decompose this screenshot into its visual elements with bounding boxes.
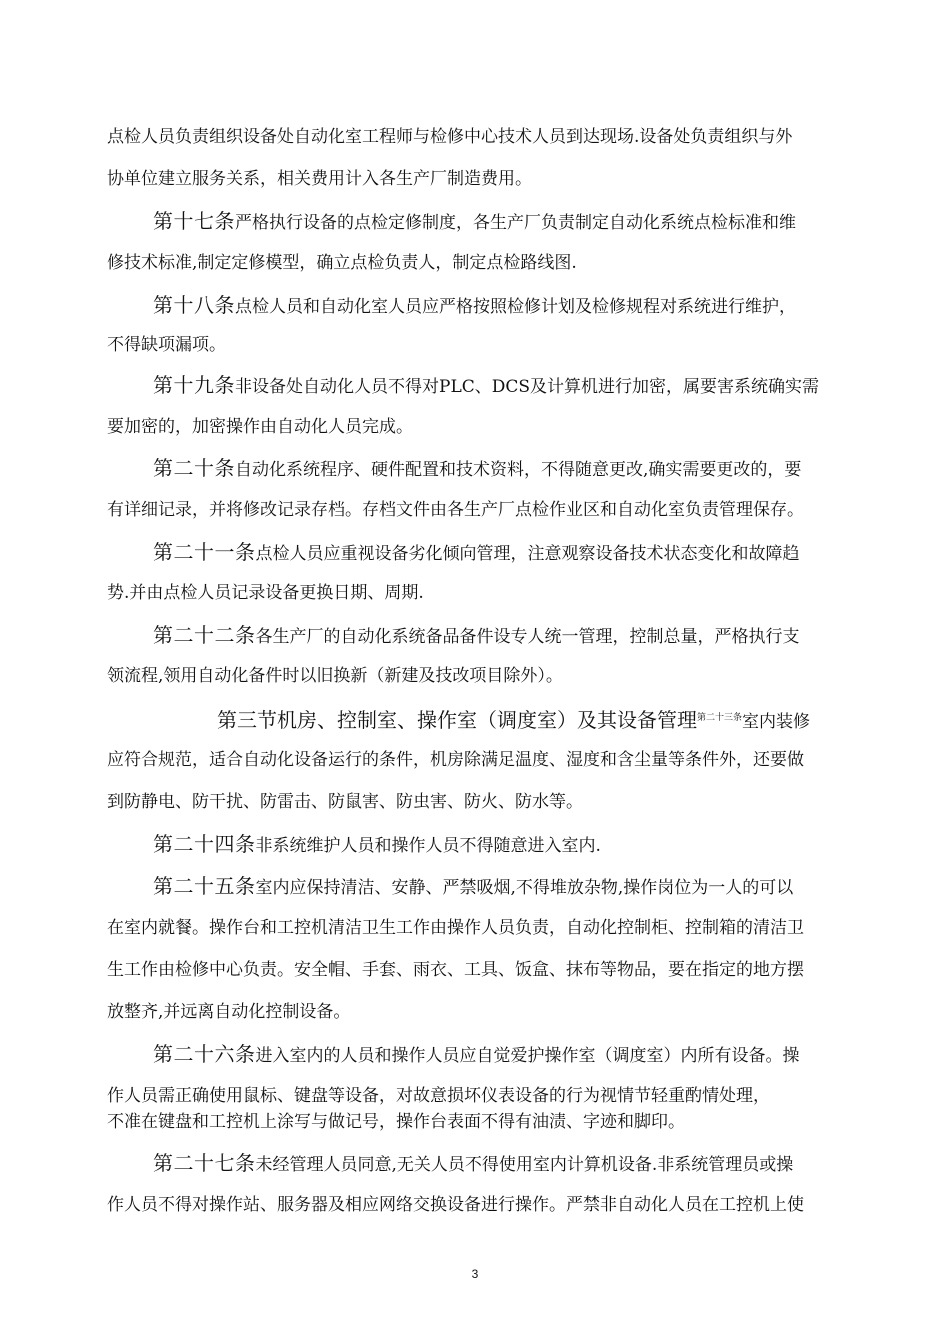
text-line: 不准在键盘和工控机上涂写与做记号，操作台表面不得有油渍、字迹和脚印。 <box>107 1112 685 1132</box>
article-heading: 第二十五条 <box>153 874 256 898</box>
section-heading-line <box>217 706 897 734</box>
article-heading: 第十八条 <box>153 293 235 317</box>
article-24 <box>153 832 897 858</box>
article-27 <box>153 1151 897 1177</box>
article-heading: 第二十二条 <box>153 623 256 647</box>
text-line: 生工作由检修中心负责。安全帽、手套、雨衣、工具、饭盒、抹布等物品，要在指定的地方摆 <box>107 960 804 980</box>
text-line: 有详细记录，并将修改记录存档。存档文件由各生产厂点检作业区和自动化室负责管理保存。 <box>107 500 804 520</box>
article-heading: 第十九条 <box>153 373 235 397</box>
text-line: 进入室内的人员和操作人员应自觉爱护操作室（调度室）内所有设备。操 <box>255 1046 800 1066</box>
article-heading: 第十七条 <box>153 209 235 233</box>
text-line: 协单位建立服务关系，相关费用计入各生产厂制造费用。 <box>107 169 532 189</box>
text-line: 修技术标准,制定定修模型，确立点检负责人，制定点检路线图. <box>107 253 577 273</box>
text-line: 作人员需正确使用鼠标、键盘等设备，对故意损坏仪表设备的行为视情节轻重酌情处理， <box>107 1086 770 1106</box>
page-number: 3 <box>471 1267 479 1281</box>
text-line: 不得缺项漏项。 <box>107 335 226 355</box>
text-line: 非设备处自动化人员不得对PLC、DCS及计算机进行加密，属要害系统确实需 <box>235 377 820 397</box>
text-line: 到防静电、防干扰、防雷击、防鼠害、防虫害、防火、防水等。 <box>107 792 583 812</box>
text-line: 未经管理人员同意,无关人员不得使用室内计算机设备.非系统管理员或操 <box>255 1155 794 1175</box>
text-line: 各生产厂的自动化系统备品备件设专人统一管理，控制总量，严格执行支 <box>255 627 800 647</box>
text-line: 领流程,领用自动化备件时以旧换新（新建及技改项目除外）。 <box>107 666 563 686</box>
article-17 <box>153 209 897 235</box>
text-line: 室内应保持清洁、安静、严禁吸烟,不得堆放杂物,操作岗位为一人的可以 <box>255 878 794 898</box>
text-line: 非系统维护人员和操作人员不得随意进入室内. <box>255 836 601 856</box>
article-heading: 第二十四条 <box>153 832 256 856</box>
article-heading: 第二十七条 <box>153 1151 256 1175</box>
article-22 <box>153 623 897 649</box>
text-line: 放整齐,并远离自动化控制设备。 <box>107 1002 351 1022</box>
text-line: 点检人员应重视设备劣化倾向管理，注意观察设备技术状态变化和故障趋 <box>255 544 800 564</box>
text-line: 势.并由点检人员记录设备更换日期、周期. <box>107 583 424 603</box>
text-line: 作人员不得对操作站、服务器及相应网络交换设备进行操作。严禁非自动化人员在工控机上使 <box>107 1195 804 1215</box>
article-18 <box>153 293 897 319</box>
article-26 <box>153 1042 897 1068</box>
article-heading: 第二十条 <box>153 456 235 480</box>
article-20 <box>153 456 897 482</box>
article-21 <box>153 540 897 566</box>
text-line: 在室内就餐。操作台和工控机清洁卫生工作由操作人员负责，自动化控制柜、控制箱的清洁卫 <box>107 918 804 938</box>
text-line: 室内装修 <box>742 712 811 732</box>
text-line: 应符合规范，适合自动化设备运行的条件，机房除满足温度、湿度和含尘量等条件外，还要做 <box>107 750 804 770</box>
article-heading: 第二十六条 <box>153 1042 256 1066</box>
section-title: 第三节机房、控制室、操作室（调度室）及其设备管理 <box>217 708 697 732</box>
article-heading: 第二十一条 <box>153 540 256 564</box>
article-25 <box>153 874 897 900</box>
text-line: 要加密的，加密操作由自动化人员完成。 <box>107 417 413 437</box>
article-19 <box>153 373 897 399</box>
text-line: 点检人员和自动化室人员应严格按照检修计划及检修规程对系统进行维护， <box>235 297 796 317</box>
text-line: 严格执行设备的点检定修制度，各生产厂负责制定自动化系统点检标准和维 <box>235 213 796 233</box>
text-line: 点检人员负责组织设备处自动化室工程师与检修中心技术人员到达现场.设备处负责组织与外 <box>107 127 793 147</box>
text-line: 自动化系统程序、硬件配置和技术资料，不得随意更改,确实需要更改的，要 <box>235 460 802 480</box>
article-23-superscript: 第二十三条 <box>697 713 743 723</box>
